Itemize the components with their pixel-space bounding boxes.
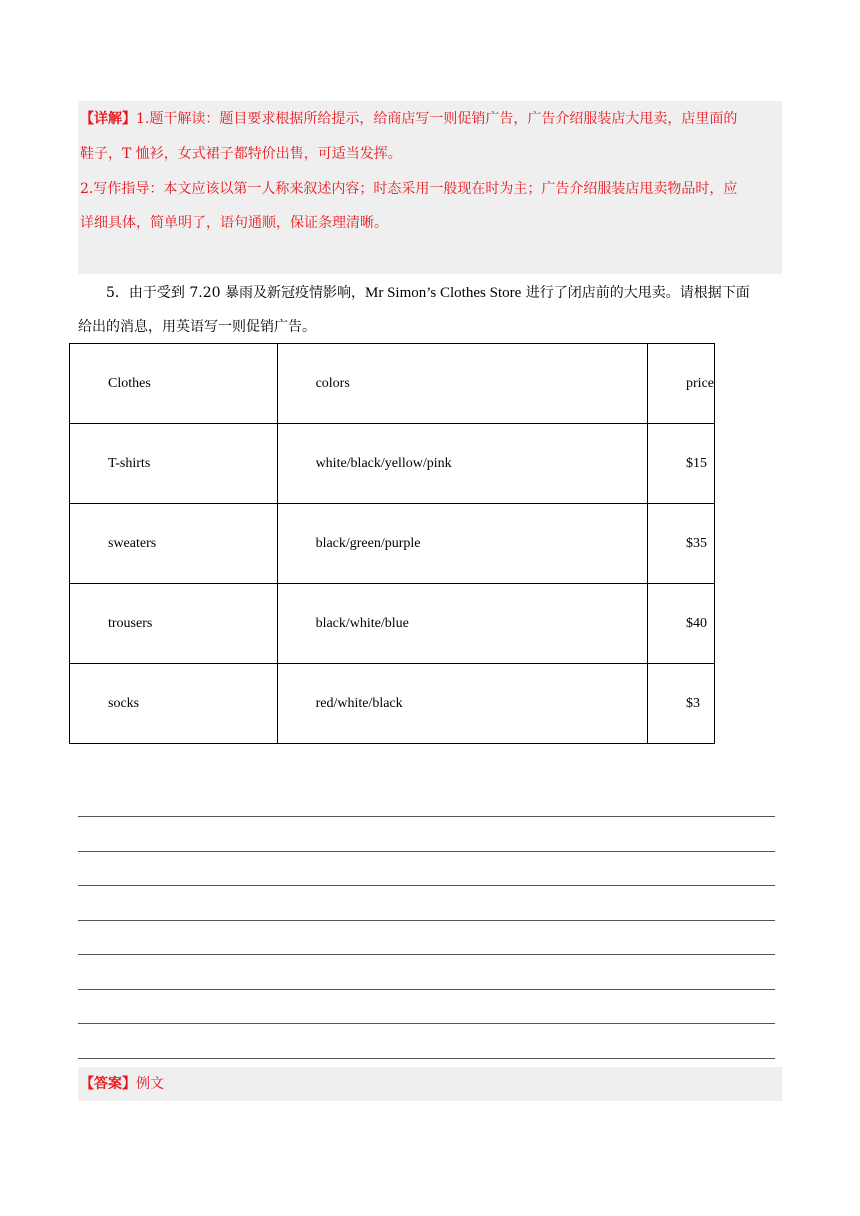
- writing-line[interactable]: [78, 885, 775, 886]
- table-row: [70, 504, 715, 584]
- answer-box: [78, 1067, 782, 1101]
- cell-item: T-shirts: [70, 424, 278, 504]
- table-row: [70, 664, 715, 744]
- store-name: Mr Simon’s Clothes Store: [365, 285, 522, 301]
- clothes-table: [69, 343, 715, 744]
- explanation-line-2: [80, 145, 402, 163]
- explanation-line-4: [80, 214, 388, 232]
- explanation-tag: 【详解】: [80, 111, 136, 127]
- answer-tag: 【答案】: [80, 1076, 136, 1092]
- writing-line[interactable]: [78, 989, 775, 990]
- cell-colors: black/green/purple: [277, 504, 647, 584]
- cell-colors: red/white/black: [277, 664, 647, 744]
- cell-colors: black/white/blue: [277, 584, 647, 664]
- question-text-2: 给出的消息，用英语写一则促销广告。: [78, 319, 316, 335]
- cell-item: sweaters: [70, 504, 278, 584]
- writing-line[interactable]: [78, 816, 775, 817]
- header-clothes: Clothes: [70, 344, 278, 424]
- explanation-text-2: 鞋子，T 恤衫，女式裙子都特价出售，可适当发挥。: [80, 146, 402, 162]
- explanation-line-1: [80, 110, 737, 128]
- cell-price: $3: [648, 664, 715, 744]
- answer-line: [80, 1075, 164, 1093]
- explanation-line-3: [80, 180, 737, 198]
- cell-price: $15: [648, 424, 715, 504]
- explanation-text-1: 1.题干解读：题目要求根据所给提示，给商店写一则促销广告，广告介绍服装店大甩卖，店里面的: [136, 111, 738, 127]
- table-row: [70, 424, 715, 504]
- writing-line[interactable]: [78, 851, 775, 852]
- question-line-1: [106, 284, 750, 302]
- table-header-row: [70, 344, 715, 424]
- question-text-1c: 进行了闭店前的大甩卖。请根据下面: [521, 285, 750, 301]
- cell-price: $40: [648, 584, 715, 664]
- question-number: 5．: [106, 285, 129, 301]
- cell-item: socks: [70, 664, 278, 744]
- cell-price: $35: [648, 504, 715, 584]
- answer-label: 例文: [136, 1076, 164, 1092]
- writing-line[interactable]: [78, 1023, 775, 1024]
- writing-line[interactable]: [78, 920, 775, 921]
- cell-item: trousers: [70, 584, 278, 664]
- explanation-text-4: 详细具体，简单明了，语句通顺，保证条理清晰。: [80, 215, 388, 231]
- explanation-text-3: 2.写作指导：本文应该以第一人称来叙述内容；时态采用一般现在时为主；广告介绍服装店甩卖物品时，应: [80, 181, 738, 197]
- question-line-2: [78, 318, 316, 336]
- cell-colors: white/black/yellow/pink: [277, 424, 647, 504]
- header-colors: colors: [277, 344, 647, 424]
- question-text-1a: 由于受到 7.20 暴雨及新冠疫情影响，: [128, 285, 365, 301]
- writing-line[interactable]: [78, 1058, 775, 1059]
- writing-line[interactable]: [78, 954, 775, 955]
- header-price: price: [648, 344, 715, 424]
- table-row: [70, 584, 715, 664]
